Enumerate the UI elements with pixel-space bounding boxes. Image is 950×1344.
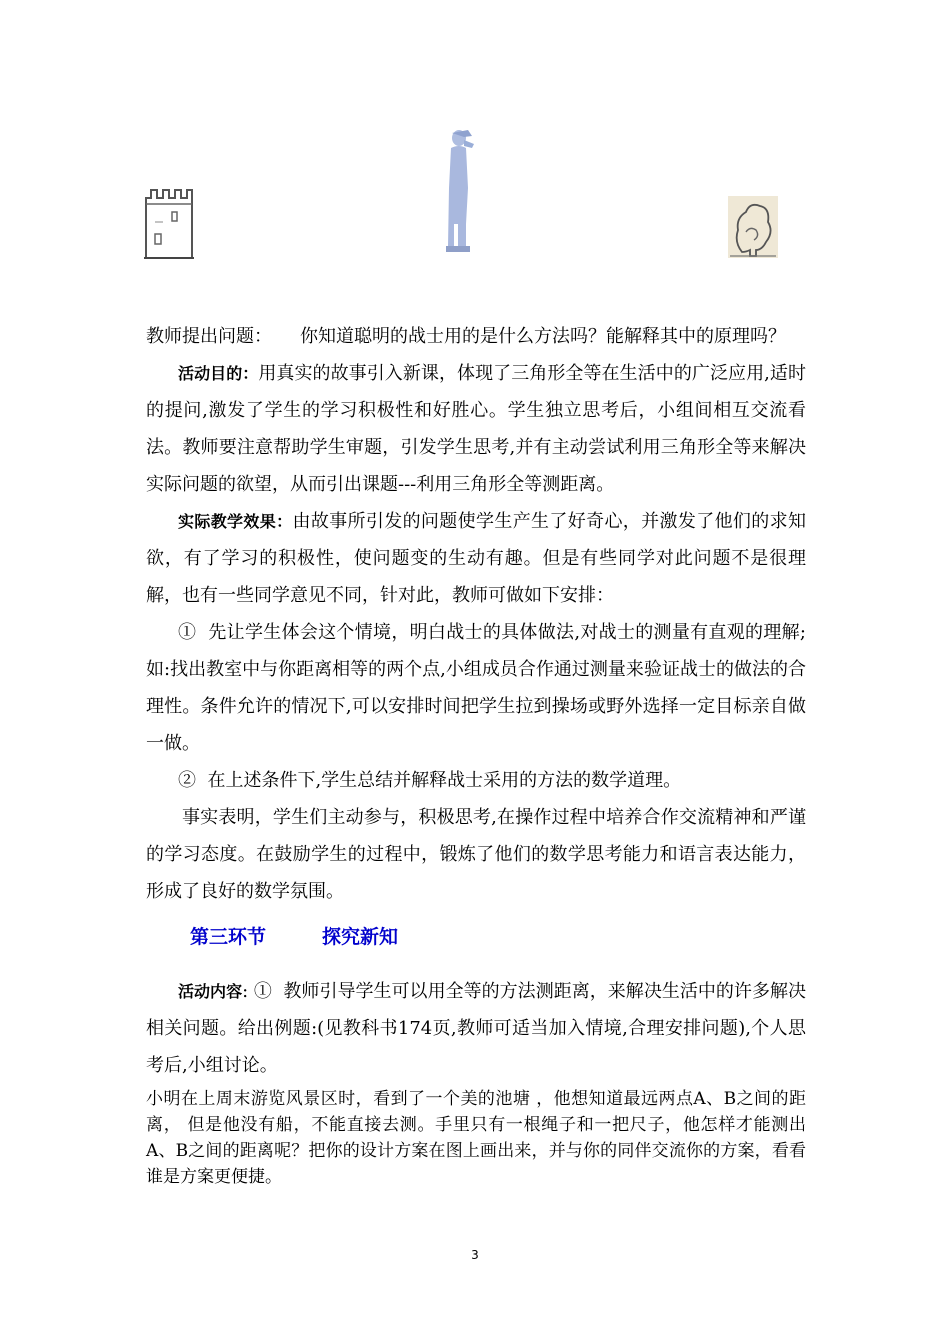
section-heading — [190, 922, 398, 949]
question-text: 你知道聪明的战士用的是什么方法吗？能解释其中的原理吗？ — [300, 326, 786, 347]
section-title: 探究新知 — [322, 926, 399, 948]
teaching-effect — [146, 503, 806, 614]
effect-text: 由故事所引发的问题使学生产生了好奇心，并激发了他们的求知欲，有了学习的积极性，使问题变的生动有趣。但是有些同学对此问题不是很理解，也有一些同学意见不同，针对此，教师可做如下安排： — [146, 511, 806, 606]
example-problem: 小明在上周末游览风景区时，看到了一个美的池塘 ，他想知道最远两点A、B之间的距离， 但是他没有船，不能直接去测。手里只有一根绳子和一把尺子，他怎样才能测出A、B之间的距离呢？把你的设计方案在图上画出来，并与你的同伴交流你的方案，看看谁是方案更便捷。 — [146, 1089, 806, 1187]
activity-purpose — [146, 355, 806, 503]
fact-paragraph: 事实表明，学生们主动参与，积极思考,在操作过程中培养合作交流精神和严谨的学习态度。在鼓励学生的过程中，锻炼了他们的数学思考能力和语言表达能力，形成了良好的数学氛围。 — [146, 807, 806, 902]
purpose-text: 用真实的故事引入新课，体现了三角形全等在生活中的广泛应用,适时的提问,激发了学生的学习积极性和好胜心。学生独立思考后，小组间相互交流看法。教师要注意帮助学生审题，引发学生思考,并有主动尝试利用三角形全等来解决实际问题的欲望，从而引出课题---利用三角形全等测距离。 — [146, 363, 806, 495]
question-label: 教师提出问题： — [146, 326, 272, 347]
arrangement-item-2: ② 在上述条件下,学生总结并解释战士采用的方法的数学道理。 — [178, 770, 682, 791]
section-number: 第三环节 — [190, 926, 267, 948]
effect-label: 实际教学效果： — [178, 512, 293, 531]
arrangement-item-1: ① 先让学生体会这个情境，明白战士的具体做法,对战士的测量有直观的理解;如:找出教室中与你距离相等的两个点,小组成员合作通过测量来验证战士的做法的合理性。条件允许的情况下,可以安排时间把学生拉到操场或野外选择一定目标亲自做一做。 — [146, 622, 806, 754]
soldier-figure-illustration — [444, 128, 478, 256]
teacher-question — [146, 318, 806, 355]
activity-content — [146, 973, 806, 1084]
content-text: : ① 教师引导学生可以用全等的方法测距离，来解决生活中的许多解决相关问题。给出例题:(见教科书174页,教师可适当加入情境,合理安排问题),个人思考后,小组讨论。 — [146, 981, 806, 1076]
purpose-label: 活动目的： — [178, 364, 259, 383]
page-number: 3 — [471, 1248, 479, 1262]
castle-tower-illustration — [143, 186, 195, 260]
tree-illustration — [728, 196, 778, 258]
content-label: 活动内容 — [178, 982, 243, 1001]
